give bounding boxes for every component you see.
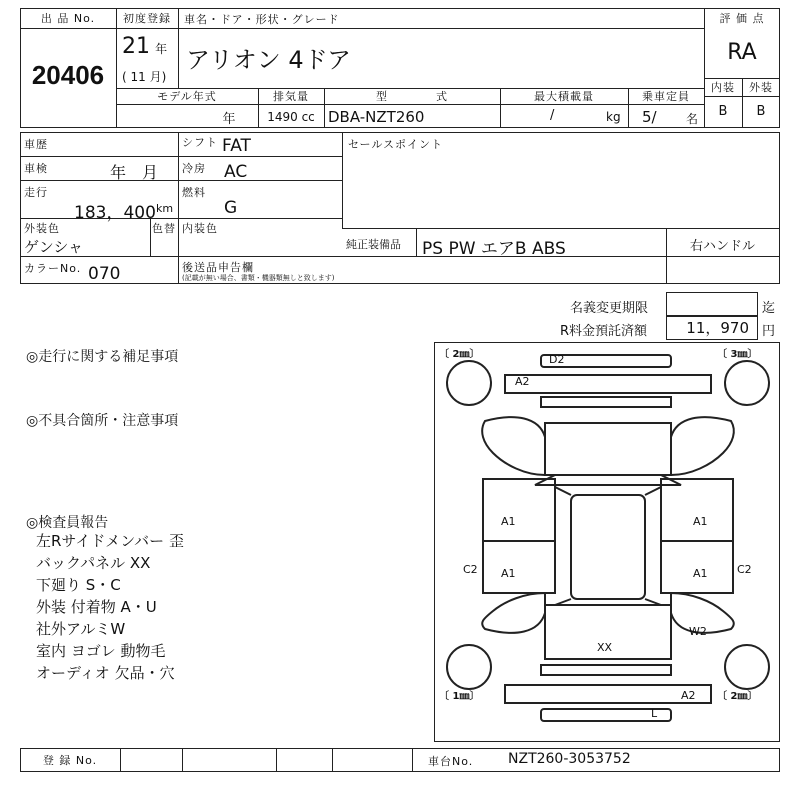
model: DBA-NZT260 [328, 108, 425, 126]
front-left-tire [447, 361, 491, 405]
mileage-unit: km [156, 202, 174, 215]
left-front-door [483, 479, 555, 541]
ac: AC [224, 162, 248, 182]
docs-note: (記載が無い場合、書類・機器類無しと致します) [182, 274, 335, 282]
interior-grade: B [718, 103, 728, 119]
car-name-label: 車名・ドア・形状・グレード [184, 13, 340, 26]
recycle-value: 11，970 [666, 316, 758, 340]
mark-right-side: C2 [737, 563, 752, 576]
fuel: G [224, 198, 238, 218]
color-no-label: カラーNo. [24, 262, 82, 275]
capacity: 5/ [642, 108, 657, 126]
driving-notes-label: ◎走行に関する補足事項 [26, 349, 179, 365]
displacement-label: 排気量 [273, 90, 309, 103]
inspector-report-label: ◎検査員報告 [26, 515, 109, 531]
fuel-label: 燃料 [182, 186, 206, 199]
front-left-tire-depth: 〔 2㎜〕 [439, 349, 480, 360]
rear-right-tire [725, 645, 769, 689]
first-reg-label: 初度登録 [123, 12, 171, 25]
report-line: バックパネル XX [36, 554, 151, 572]
sales-point-label: セールスポイント [348, 138, 444, 151]
car-outline [435, 343, 781, 743]
report-line: 左Rサイドメンバー 歪 [36, 532, 184, 550]
name-change-value [666, 292, 758, 316]
mark-right-front-door: A1 [693, 515, 708, 528]
footer-row [20, 748, 780, 772]
model-label: 型 式 [376, 90, 448, 103]
ext-color: ゲンシャ [24, 238, 84, 256]
exterior-label: 外装 [749, 81, 773, 94]
inspection-value: 年 月 [110, 163, 159, 182]
rear-panel [541, 665, 671, 675]
defects-label: ◎不具合箇所・注意事項 [26, 413, 179, 429]
recycle-unit: 円 [762, 324, 776, 339]
lot-no: 20406 [31, 59, 105, 90]
left-rear-fender [482, 593, 545, 633]
mark-left-front-door: A1 [501, 515, 516, 528]
report-line: 室内 ヨゴレ 動物毛 [36, 642, 166, 660]
mark-rear-bumper: A2 [681, 689, 696, 702]
mark-rear-extra: L [651, 707, 658, 720]
front-panel [505, 375, 711, 393]
max-load-label: 最大積載量 [534, 90, 594, 103]
left-front-fender [482, 417, 545, 475]
grille [541, 397, 671, 407]
model-year-label: モデル年式 [157, 90, 217, 103]
rear-right-tire-depth: 〔 2㎜〕 [717, 691, 758, 702]
windshield [535, 475, 681, 485]
reg-no-label: 登 録 No. [42, 754, 98, 767]
mark-left-side: C2 [463, 563, 478, 576]
steering: 右ハンドル [690, 239, 756, 254]
recycle-label: R料金預託済額 [560, 324, 648, 339]
model-year-unit: 年 [222, 111, 236, 127]
chassis: NZT260-3053752 [508, 751, 631, 767]
mileage-label: 走行 [24, 186, 48, 199]
chassis-label: 車台No. [428, 755, 474, 768]
exterior-grade: B [756, 103, 766, 119]
report-line: 社外アルミW [36, 620, 126, 638]
hood [545, 423, 671, 475]
max-load: / [550, 108, 555, 123]
max-load-unit: kg [606, 110, 621, 124]
car-name: アリオン 4ドア [186, 46, 351, 74]
roof [571, 495, 645, 599]
front-right-tire [725, 361, 769, 405]
lot-no-label: 出 品 No. [40, 12, 96, 25]
score-label: 評 価 点 [719, 12, 765, 25]
mileage: 183，400 [74, 203, 156, 223]
first-reg-month: ( 11 月) [122, 70, 167, 84]
year-unit: 年 [155, 42, 168, 56]
inspection-label: 車検 [24, 162, 48, 175]
report-line: 下廻り S・C [36, 576, 121, 594]
mark-front-bumper: D2 [549, 353, 565, 366]
shift-label: シフト [182, 136, 218, 149]
history-label: 車歴 [24, 138, 48, 151]
score: RA [727, 39, 757, 65]
report-line: 外装 付着物 A・U [36, 598, 157, 616]
int-color-label: 内装色 [182, 222, 218, 235]
rear-left-tire [447, 645, 491, 689]
shift: FAT [222, 136, 251, 156]
mark-front-panel: A2 [515, 375, 530, 388]
mark-left-rear-door: A1 [501, 567, 516, 580]
rear-left-tire-depth: 〔 1㎜〕 [439, 691, 480, 702]
equipment-label: 純正装備品 [346, 238, 401, 251]
ext-color-label: 外装色 [24, 222, 60, 235]
ac-label: 冷房 [182, 162, 206, 175]
interior-label: 内装 [711, 81, 735, 94]
report-line: オーディオ 欠品・穴 [36, 664, 175, 682]
displacement: 1490 cc [267, 110, 315, 124]
mark-right-rear-door: A1 [693, 567, 708, 580]
name-change-suffix: 迄 [762, 301, 776, 316]
right-front-door [661, 479, 733, 541]
mark-right-rear-fender: W2 [689, 625, 707, 638]
first-reg-year: 21 [122, 34, 150, 59]
left-rear-door [483, 541, 555, 593]
front-right-tire-depth: 〔 3㎜〕 [717, 349, 758, 360]
capacity-label: 乗車定員 [642, 90, 690, 103]
right-front-fender [671, 417, 734, 475]
capacity-unit: 名 [686, 112, 699, 126]
equipment: PS PW エアB ABS [422, 239, 566, 259]
docs-label: 後送品申告欄 [182, 261, 254, 274]
color-change-label: 色替 [152, 222, 176, 235]
car-diagram [434, 342, 780, 742]
name-change-label: 名義変更期限 [570, 301, 649, 316]
color-no: 070 [88, 264, 121, 284]
mark-trunk: XX [597, 641, 613, 654]
